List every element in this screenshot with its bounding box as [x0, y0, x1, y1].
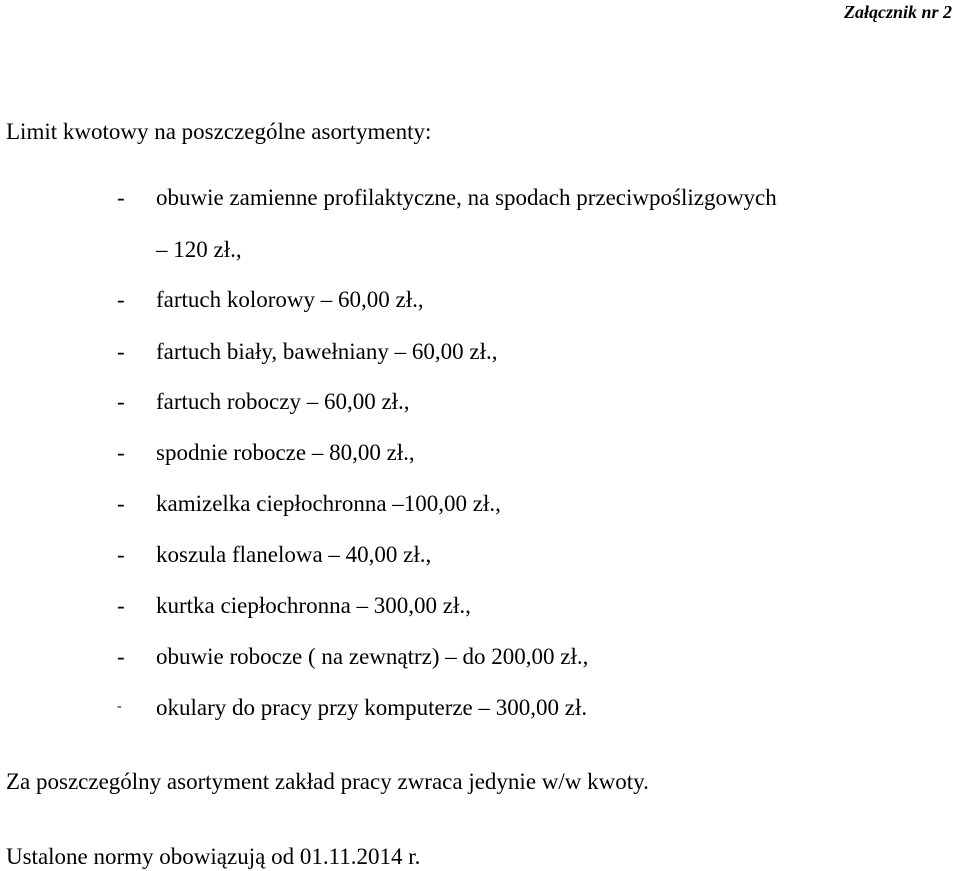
list-item-text: kurtka ciepłochronna – 300,00 zł.,: [156, 593, 471, 618]
list-item-text: obuwie zamienne profilaktyczne, na spodach przeciwpoślizgowych: [156, 185, 777, 210]
list-bullet: -: [117, 491, 125, 516]
list-bullet: -: [117, 287, 125, 312]
list-bullet: -: [117, 644, 125, 669]
list-bullet: -: [117, 339, 125, 364]
list-bullet: -: [117, 389, 125, 414]
annex-label: Załącznik nr 2: [843, 2, 952, 22]
list-item-text: spodnie robocze – 80,00 zł.,: [156, 440, 415, 465]
list-item-text: obuwie robocze ( na zewnątrz) – do 200,00 zł.,: [156, 644, 589, 669]
list-item-text: fartuch roboczy – 60,00 zł.,: [156, 389, 410, 414]
list-item-text: kamizelka ciepłochronna –100,00 zł.,: [156, 491, 501, 516]
list-bullet: -: [117, 593, 125, 618]
list-item-text: okulary do pracy przy komputerze – 300,00 zł.: [156, 695, 588, 720]
list-item-continuation: – 120 zł.,: [156, 237, 242, 262]
section-heading: Limit kwotowy na poszczególne asortymenty:: [6, 119, 432, 144]
list-bullet: -: [117, 440, 125, 465]
list-bullet: -: [117, 542, 125, 567]
reimbursement-note: Za poszczególny asortyment zakład pracy zwraca jedynie w/w kwoty.: [6, 769, 649, 794]
list-bullet: -: [117, 185, 125, 210]
list-item-text: koszula flanelowa – 40,00 zł.,: [156, 542, 432, 567]
effective-date-note: Ustalone normy obowiązują od 01.11.2014 r.: [6, 844, 421, 869]
list-item-text: fartuch kolorowy – 60,00 zł.,: [156, 287, 424, 312]
list-bullet: -: [117, 699, 122, 714]
list-item-text: fartuch biały, bawełniany – 60,00 zł.,: [156, 339, 498, 364]
